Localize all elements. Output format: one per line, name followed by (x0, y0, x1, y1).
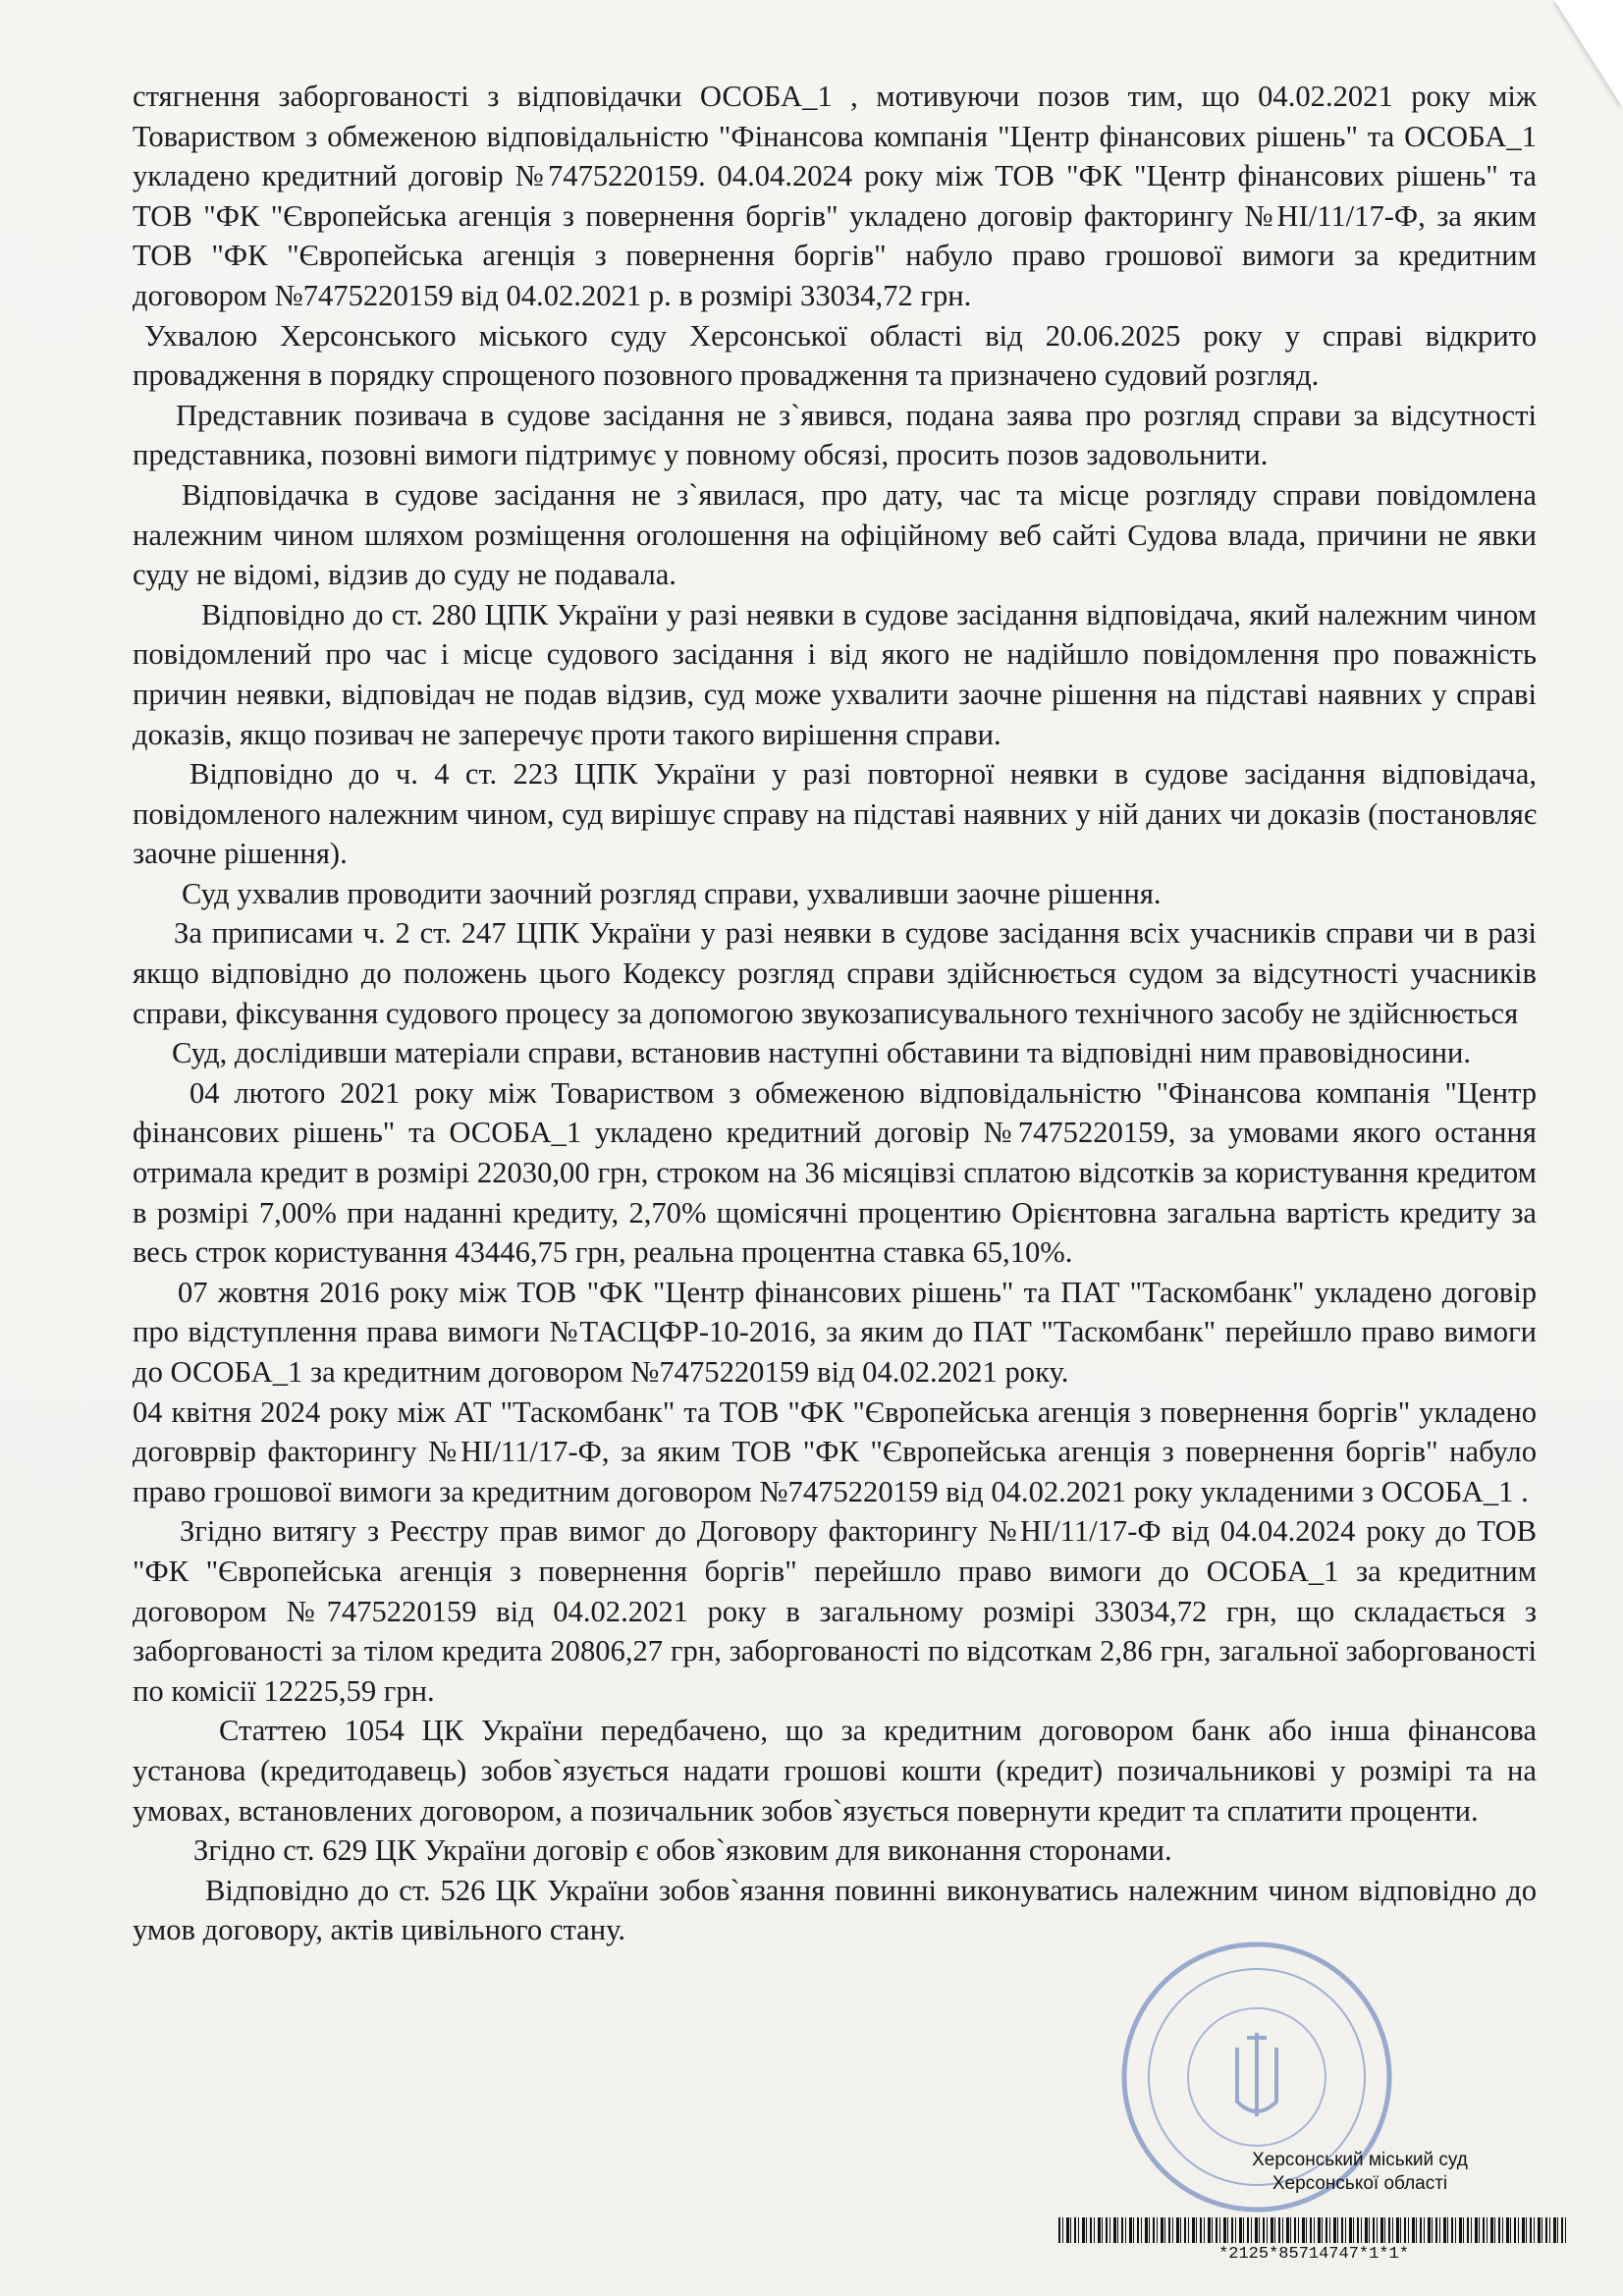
paragraph-default-judgment: Суд ухвалив проводити заочний розгляд справи, ухваливши заочне рішення. (182, 876, 1162, 910)
paragraph-circumstances: Суд, дослідивши матеріали справи, встановив наступні обставини та відповідні ним правовідносини. (172, 1036, 1471, 1070)
paragraph-art-280: Відповідно до ст. 280 ЦПК України у разі неявки в судове засідання відповідача, який належним чином повідомлений про час і місце судового засідання і від якого не надійшло повідомлення про поважність причин неявки, відповідач не подав відзив, суд може ухвалити заочне рішення на підставі наявних у справі доказів, якщо позивач не заперечує проти такого вирішення справи. (133, 597, 1537, 751)
paragraph-credit-agreement: 04 лютого 2021 року між Товариством з обмеженою відповідальністю "Фінансова компанія "Центр фінансових рішень" та ОСОБА_1 укладено кредитний договір №7475220159, за умовами якого остання отримала кредит в розмірі 22030,00 грн, строком на 36 місяцівзі сплатою відсотків за користування кредитом в розмірі 7,00% при наданні кредиту, 2,70% щомісячні процентию Орієнтовна загальна вартість кредиту за весь строк користування 43446,75 грн, реальна процентна ставка 65,10%. (133, 1075, 1537, 1270)
paragraph-assignment: 07 жовтня 2016 року між ТОВ "ФК "Центр фінансових рішень" та ПАТ "Таскомбанк" укладено договір про відступлення права вимоги №ТАСЦФР-10-2016, за яким до ПАТ "Таскомбанк" перейшло право вимоги до ОСОБА_1 за кредитним договором №7475220159 від 04.02.2021 року. (133, 1275, 1537, 1389)
paragraph-register-extract: Згідно витягу з Реєстру прав вимог до Договору факторингу №НІ/11/17-Ф від 04.04.2024 року до ТОВ "ФК "Європейська агенція з повернення боргів" перейшло право вимоги до ОСОБА_1 за кредитним договором №7475220159 від 04.02.2021 року в загальному розмірі 33034,72 грн, що складається з заборгованості за тілом кредита 20806,27 грн, заборгованості по відсоткам 2,86 грн, загальної заборгованості по комісії 12225,59 грн. (133, 1514, 1537, 1708)
paragraph-ruling: Ухвалою Херсонського міського суду Херсонської області від 20.06.2025 року у справі відкрито провадження в порядку спрощеного позовного провадження та призначено судовий розгляд. (133, 318, 1537, 393)
document-body (133, 77, 1537, 1950)
paragraph-claim: стягнення заборгованості з відповідачки ОСОБА_1 , мотивуючи позов тим, що 04.02.2021 року між Товариством з обмеженою відповідальністю "Фінансова компанія "Центр фінансових рішень" та ОСОБА_1 укладено кредитний договір №7475220159. 04.04.2024 року між ТОВ "ФК "Центр фінансових рішень" та ТОВ "ФК "Європейська агенція з повернення боргів" укладено договір факторингу №НІ/11/17-Ф, за яким ТОВ "ФК "Європейська агенція з повернення боргів" набуло право грошової вимоги за кредитним договором №7475220159 від 04.02.2021 р. в розмірі 33034,72 грн. (133, 80, 1537, 312)
paragraph-defendant: Відповідачка в судове засідання не з`явилася, про дату, час та місце розгляду справи повідомлена належним чином шляхом розміщення оголошення на офіційному веб сайті Судова влада, причини не явки суду не відомі, відзив до суду не подавала. (133, 477, 1537, 592)
paragraph-art-1054: Статтею 1054 ЦК України передбачено, що за кредитним договором банк або інша фінансова установа (кредитодавець) зобов`язується надати грошові кошти (кредит) позичальникові у розмірі та на умовах, встановлених договором, а позичальник зобов`язується повернути кредит та сплатити проценти. (133, 1714, 1537, 1828)
paragraph-factoring: 04 квітня 2024 року між АТ "Таскомбанк" та ТОВ "ФК "Європейська агенція з повернення боргів" укладено договрвір факторингу №НІ/11/17-Ф, за яким ТОВ "ФК "Європейська агенція з повернення боргів" набуло право грошової вимоги за кредитним договором №7475220159 від 04.02.2021 року укладеними з ОСОБА_1 . (133, 1394, 1537, 1508)
barcode (1058, 2217, 1569, 2243)
barcode-number: *2125*85714747*1*1* (1218, 2245, 1409, 2264)
folded-corner (1554, 0, 1623, 108)
paragraph-art-223: Відповідно до ч. 4 ст. 223 ЦПК України у разі повторної неявки в судове засідання відповідача, повідомленого належним чином, суд вирішує справу на підставі наявних у ній даних чи доказів (постановляє заочне рішення). (133, 757, 1537, 871)
court-name: Херсонський міський суд (1252, 2150, 1468, 2170)
paragraph-art-526: Відповідно до ст. 526 ЦК України зобов`язання повинні виконуватись належним чином відповідно до умов договору, актів цивільного стану. (133, 1873, 1537, 1947)
paragraph-art-247: За приписами ч. 2 ст. 247 ЦПК України у разі неявки в судове засідання всіх учасників справи чи в разі якщо відповідно до положень цього Кодексу розгляд справи здійснюється судом за відсутності учасників справи, фіксування судового процесу за допомогою звукозаписувального технічного засобу не здійснюється (133, 916, 1537, 1030)
court-region: Херсонської області (1271, 2173, 1448, 2194)
court-footer (1154, 2149, 1566, 2196)
paragraph-art-629: Згідно ст. 629 ЦК України договір є обов`язковим для виконання сторонами. (193, 1833, 1172, 1868)
paragraph-plaintiff: Представник позивача в судове засідання не з`явився, подана заява про розгляд справи за відсутності представника, позовні вимоги підтримує у повному обсязі, просить позов задовольнити. (133, 398, 1537, 472)
